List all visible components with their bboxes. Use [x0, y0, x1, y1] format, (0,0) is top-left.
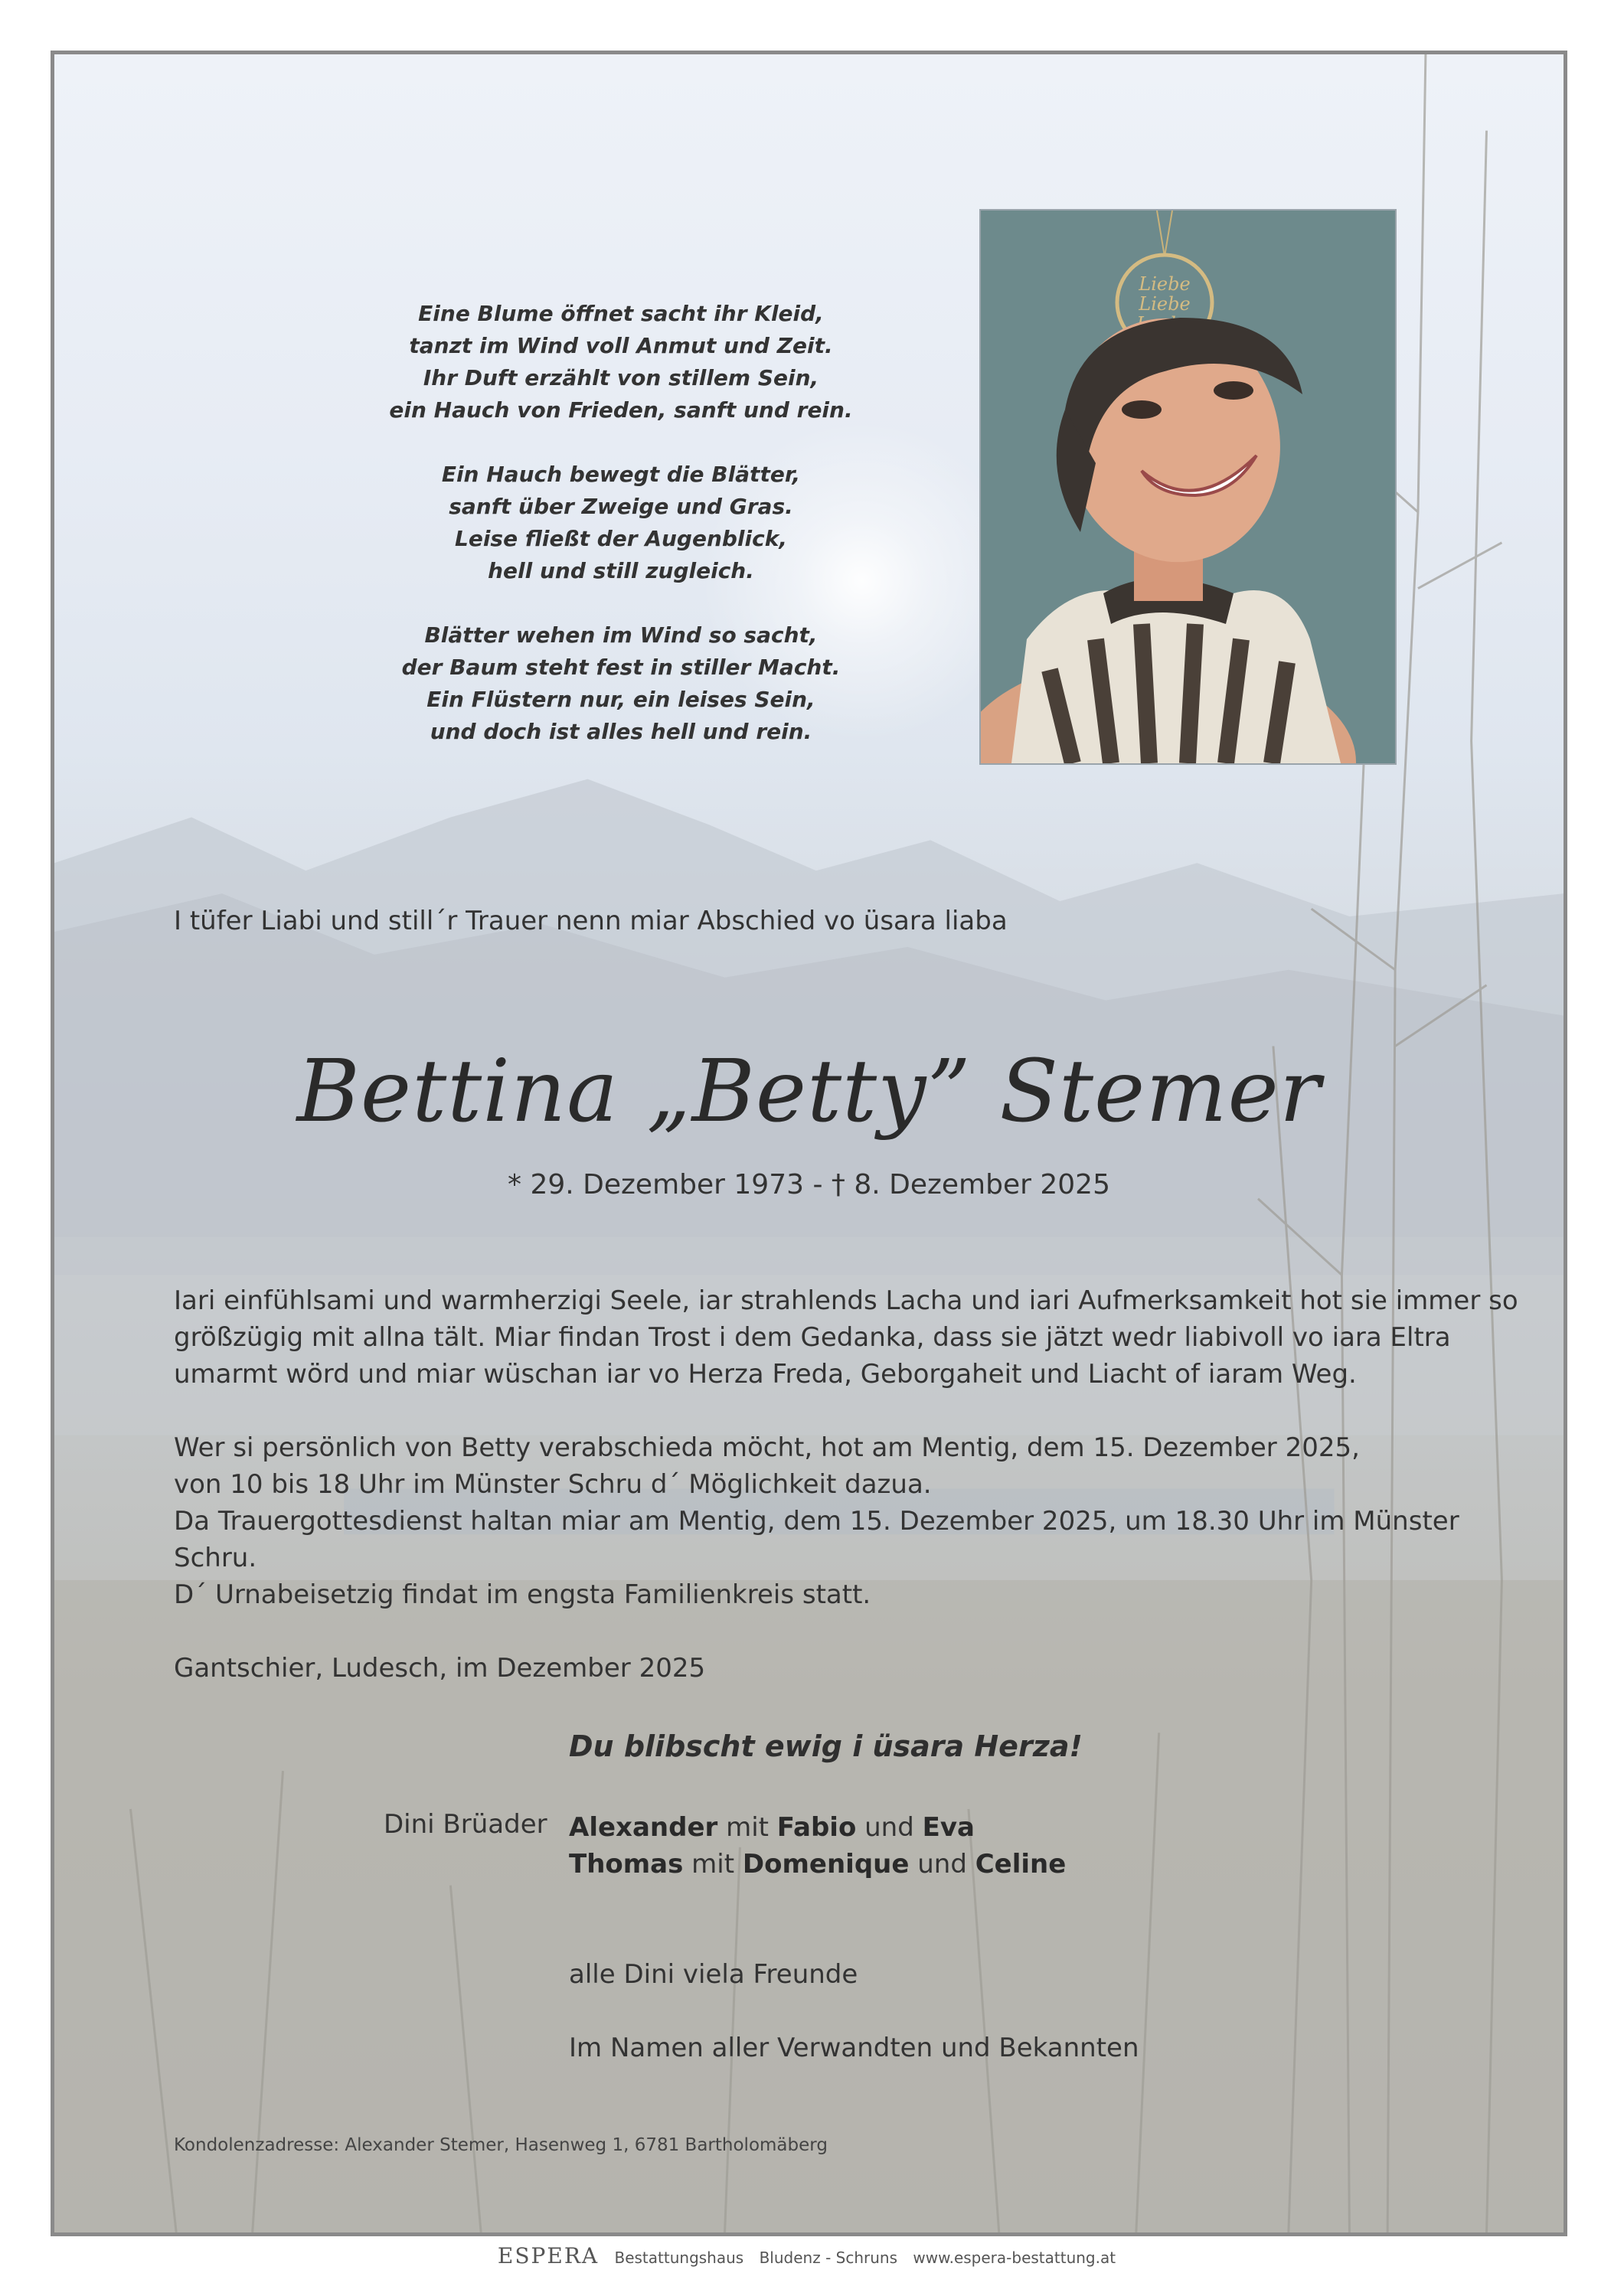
body-line: Iari einfühlsami und warmherzigi Seele, iar strahlends Lacha und iari Aufmerksamkeit hot sie immer so [174, 1285, 1518, 1316]
poem-line: Eine Blume öffnet sacht ihr Kleid, [418, 301, 824, 326]
portrait-illustration [981, 211, 1395, 763]
body-line: D´ Urnabeisetzig findat im engsta Familienkreis statt. [174, 1579, 871, 1610]
poem-line: hell und still zugleich. [488, 558, 754, 583]
family-connector: mit [717, 1812, 777, 1843]
intro-text: I tüfer Liabi und still´r Trauer nenn miar Abschied vo üsara liaba [174, 906, 1008, 936]
body-line: von 10 bis 18 Uhr im Münster Schru d´ Möglichkeit dazua. [174, 1469, 932, 1500]
poem-line: der Baum steht fest in stiller Macht. [401, 655, 841, 680]
body-line: Wer si persönlich von Betty verabschieda möcht, hot am Mentig, dem 15. Dezember 2025, [174, 1432, 1360, 1463]
poem-stanza-3 [284, 619, 958, 748]
poem-line: sanft über Zweige und Gras. [449, 494, 793, 519]
portrait-photo [979, 209, 1397, 765]
family-row [569, 1846, 1066, 1883]
brand-places: Bludenz - Schruns [759, 2249, 897, 2267]
condolence-address: Kondolenzadresse: Alexander Stemer, Hasenweg 1, 6781 Bartholomäberg [174, 2135, 828, 2155]
footer [0, 2243, 1624, 2268]
relatives-line: Im Namen aller Verwandten und Bekannten [569, 2033, 1139, 2063]
poem-line: und doch ist alles hell und rein. [430, 719, 812, 744]
friends-line: alle Dini viela Freunde [569, 1959, 858, 1990]
family-label: Dini Brüader [384, 1809, 547, 1840]
poem-line: ein Hauch von Frieden, sanft und rein. [389, 397, 853, 423]
obituary-body [174, 1282, 1537, 1723]
brand-type: Bestattungshaus [614, 2249, 744, 2267]
life-dates: * 29. Dezember 1973 - † 8. Dezember 2025 [508, 1169, 1110, 1200]
place-line: Gantschier, Ludesch, im Dezember 2025 [174, 1653, 706, 1684]
body-paragraph-2 [174, 1429, 1537, 1613]
obituary-card [51, 51, 1567, 2236]
poem-line: Ihr Duft erzählt von stillem Sein, [423, 365, 819, 390]
poem-line: tanzt im Wind voll Anmut und Zeit. [409, 333, 833, 358]
poem-stanza-1 [284, 298, 958, 426]
family-member: Alexander [569, 1812, 718, 1843]
poem-stanza-2 [284, 459, 958, 587]
poem-line: Ein Flüstern nur, ein leises Sein, [426, 687, 815, 712]
body-paragraph-1 [174, 1282, 1537, 1393]
family-connector: mit [683, 1849, 743, 1880]
body-line: Da Trauergottesdienst haltan miar am Mentig, dem 15. Dezember 2025, um 18.30 Uhr im Münster Schru. [174, 1506, 1459, 1573]
ornament-word: Liebe [1139, 273, 1191, 295]
family-row [569, 1809, 1066, 1846]
family-member: Fabio [776, 1812, 857, 1843]
brand-logo: ESPERA [497, 2243, 600, 2268]
family-member: Celine [975, 1849, 1067, 1880]
poem-line: Leise fließt der Augenblick, [455, 526, 787, 551]
family-list [569, 1809, 1066, 1883]
poem-line: Ein Hauch bewegt die Blätter, [441, 462, 801, 487]
deceased-name: Bettina „Betty” Stemer [296, 1042, 1322, 1141]
ornament-word: Liebe [1139, 293, 1191, 315]
brand-url[interactable]: www.espera-bestattung.at [913, 2249, 1116, 2267]
place-and-date [174, 1650, 1537, 1687]
poem-line: Blätter wehen im Wind so sacht, [424, 622, 818, 648]
body-line: größzügig mit allna tält. Miar findan Trost i dem Gedanka, dass sie jätzt wedr liabivoll vo iara Eltra [174, 1322, 1451, 1353]
poem [284, 298, 958, 780]
family-member: Domenique [742, 1849, 910, 1880]
motto: Du blibscht ewig i üsara Herza! [569, 1729, 1083, 1763]
family-connector: und [909, 1849, 975, 1880]
family-connector: und [856, 1812, 923, 1843]
body-line: umarmt wörd und miar wüschan iar vo Herza Freda, Geborgaheit und Liacht of iaram Weg. [174, 1359, 1357, 1390]
family-member: Eva [922, 1812, 975, 1843]
family-member: Thomas [569, 1849, 684, 1880]
